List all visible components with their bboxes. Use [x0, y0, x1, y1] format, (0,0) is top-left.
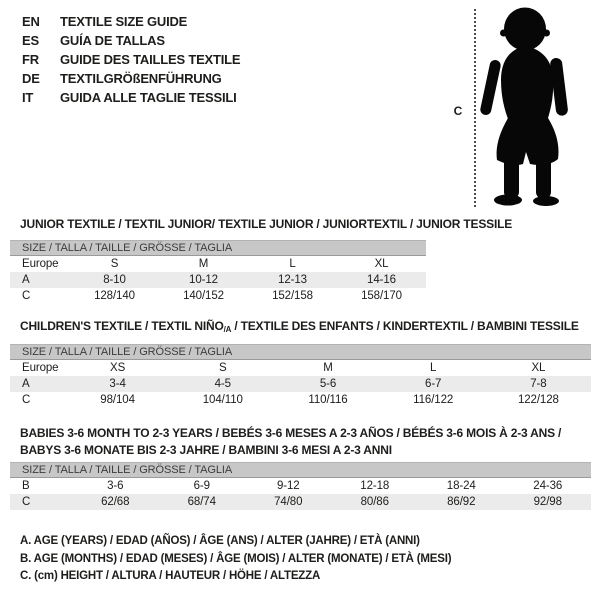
row-label: C	[22, 496, 31, 508]
title-part: CHILDREN'S TEXTILE / TEXTIL NIÑO	[20, 319, 224, 333]
size-cell: 6-9	[193, 480, 210, 492]
language-row	[22, 50, 240, 69]
size-cell: 12-18	[360, 480, 390, 492]
section-title-babies	[20, 425, 561, 459]
language-row	[22, 88, 240, 107]
size-cell: 12-13	[278, 274, 307, 286]
language-label: GUIDE DES TAILLES TEXTILE	[60, 52, 241, 67]
language-row	[22, 12, 240, 31]
title-line: BABIES 3-6 MONTH TO 2-3 YEARS / BEBÉS 3-6 MESES A 2-3 AÑOS / BÉBÉS 3-6 MOIS À 2-3 ANS /	[20, 426, 562, 440]
size-cell: S	[219, 362, 227, 374]
language-row	[22, 31, 240, 50]
language-label: TEXTILGRÖßENFÜHRUNG	[60, 71, 222, 86]
size-cell: 62/68	[101, 496, 130, 508]
height-measure-label: C	[453, 104, 463, 118]
size-cell: 152/158	[272, 290, 313, 302]
table-row	[10, 360, 591, 376]
legend-line-a: A. AGE (YEARS) / EDAD (AÑOS) / ÂGE (ANS) / ALTER (JAHRE) / ETÀ (ANNI)	[20, 535, 420, 547]
table-row	[10, 376, 591, 392]
size-cell: 3-4	[109, 378, 126, 390]
size-cell: 80/86	[360, 496, 389, 508]
size-cell: 8-10	[103, 274, 126, 286]
table-row	[10, 256, 426, 272]
row-label: C	[22, 394, 31, 406]
language-label: GUÍA DE TALLAS	[60, 33, 165, 48]
size-cell: 92/98	[533, 496, 562, 508]
size-cell: L	[289, 258, 296, 270]
row-label: Europe	[22, 362, 59, 374]
table-header-bar: SIZE / TALLA / TAILLE / GRÖSSE / TAGLIA	[10, 240, 426, 256]
row-label: B	[22, 480, 30, 492]
section-title-children	[20, 318, 579, 338]
row-label: Europe	[22, 258, 59, 270]
size-cell: 6-7	[425, 378, 442, 390]
size-cell: 5-6	[319, 378, 337, 390]
size-cell: 98/104	[100, 394, 135, 406]
language-row	[22, 69, 240, 88]
legend-line-c: C. (cm) HEIGHT / ALTURA / HAUTEUR / HÖHE / ALTEZZA	[20, 570, 321, 582]
size-cell: 86/92	[447, 496, 476, 508]
language-code: EN	[22, 14, 40, 29]
size-cell: XL	[531, 362, 546, 374]
table-row	[10, 272, 426, 288]
size-cell: 74/80	[274, 496, 303, 508]
row-label: A	[22, 274, 30, 286]
size-cell: XL	[374, 258, 389, 270]
size-cell: 116/122	[413, 394, 454, 406]
toddler-silhouette-icon	[477, 6, 579, 206]
size-cell: 14-16	[367, 274, 396, 286]
section-title-junior: JUNIOR TEXTILE / TEXTIL JUNIOR/ TEXTILE JUNIOR / JUNIORTEXTIL / JUNIOR TESSILE	[20, 217, 513, 231]
size-table-children	[10, 344, 591, 408]
size-cell: 24-36	[533, 480, 563, 492]
title-subscript: /A	[223, 325, 232, 334]
table-row	[10, 392, 591, 408]
legend-line-b: B. AGE (MONTHS) / EDAD (MESES) / ÂGE (MOIS) / ALTER (MONATE) / ETÀ (MESI)	[20, 552, 452, 565]
table-row	[10, 288, 426, 304]
size-cell: 122/128	[517, 394, 559, 406]
row-label: C	[22, 290, 31, 302]
table-row	[10, 494, 591, 510]
language-label: GUIDA ALLE TAGLIE TESSILI	[60, 90, 237, 105]
size-cell: 4-5	[214, 378, 231, 390]
language-label: TEXTILE SIZE GUIDE	[60, 14, 188, 29]
size-cell: 9-12	[276, 480, 300, 492]
table-header-bar: SIZE / TALLA / TAILLE / GRÖSSE / TAGLIA	[10, 462, 591, 478]
table-row	[10, 478, 591, 494]
size-cell: 18-24	[446, 480, 476, 492]
size-cell: M	[323, 362, 333, 374]
language-code: FR	[22, 52, 39, 67]
size-cell: 68/74	[187, 496, 216, 508]
height-measure-dotted-line	[474, 9, 476, 207]
size-cell: S	[110, 258, 119, 270]
language-code: IT	[22, 90, 34, 105]
size-cell: 158/170	[361, 290, 402, 302]
language-code: ES	[22, 33, 39, 48]
row-label: A	[22, 378, 30, 390]
size-table-junior	[10, 240, 426, 304]
size-table-babies	[10, 462, 591, 510]
size-cell: 140/152	[183, 290, 224, 302]
language-list	[22, 12, 240, 107]
size-cell: M	[198, 258, 209, 270]
size-cell: 10-12	[189, 274, 218, 286]
size-cell: 128/140	[94, 290, 135, 302]
table-header-bar: SIZE / TALLA / TAILLE / GRÖSSE / TAGLIA	[10, 344, 591, 360]
size-cell: 110/116	[308, 394, 348, 406]
language-code: DE	[22, 71, 40, 86]
size-cell: XS	[110, 362, 126, 374]
size-cell: L	[430, 362, 437, 374]
size-cell: 104/110	[202, 394, 243, 406]
title-part: / TEXTILE DES ENFANTS / KINDERTEXTIL / BAMBINI TESSILE	[231, 319, 579, 333]
size-cell: 7-8	[530, 378, 547, 390]
size-cell: 3-6	[107, 480, 124, 492]
title-line: BABYS 3-6 MONATE BIS 2-3 JAHRE / BAMBINI 3-6 MESI A 2-3 ANNI	[20, 443, 392, 457]
measurement-legend	[20, 533, 451, 586]
